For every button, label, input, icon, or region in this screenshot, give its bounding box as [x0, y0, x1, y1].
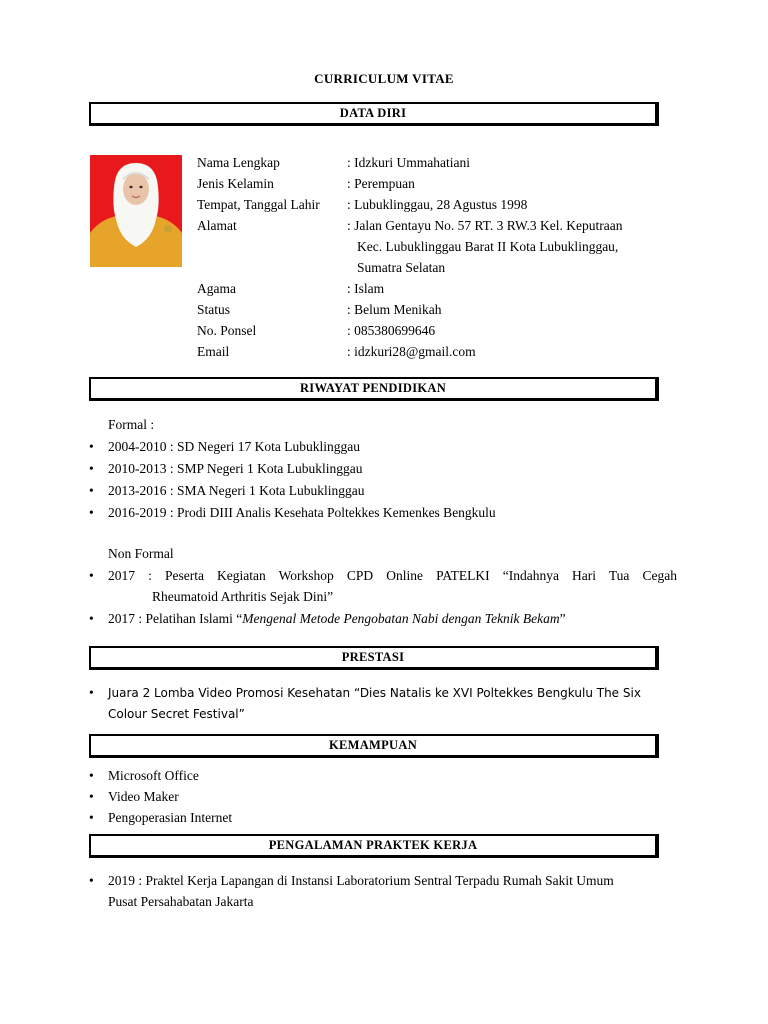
label-jenis-kelamin: Jenis Kelamin: [197, 176, 274, 191]
label-ttl: Tempat, Tanggal Lahir: [197, 197, 320, 212]
value-alamat-line3: Sumatra Selatan: [357, 260, 446, 275]
bullet-icon: •: [89, 768, 94, 783]
nonformal-label: Non Formal: [108, 546, 174, 561]
bullet-icon: •: [89, 873, 94, 888]
formal-label: Formal :: [108, 417, 155, 432]
page-title: CURRICULUM VITAE: [314, 71, 454, 86]
education-formal-item: 2016-2019 : Prodi DIII Analis Kesehata Poltekkes Kemenkes Bengkulu: [108, 505, 496, 520]
skill-item: Pengoperasian Internet: [108, 810, 233, 825]
value-status: : Belum Menikah: [347, 302, 442, 317]
bullet-icon: •: [89, 461, 94, 476]
value-nama: : Idzkuri Ummahatiani: [347, 155, 470, 170]
bullet-icon: •: [89, 483, 94, 498]
bullet-icon: •: [89, 789, 94, 804]
bullet-icon: •: [89, 810, 94, 825]
section-header-prestasi: PRESTASI: [89, 646, 659, 670]
value-ponsel: : 085380699646: [347, 323, 436, 338]
profile-photo: [90, 155, 182, 267]
education-nonformal-item: 2017 : Peserta Kegiatan Workshop CPD Online PATELKI “Indahnya Hari Tua Cegah: [108, 568, 677, 583]
section-header-data-diri: DATA DIRI: [89, 102, 659, 126]
education-formal-item: 2013-2016 : SMA Negeri 1 Kota Lubuklinggau: [108, 483, 365, 498]
nonformal-2-italic: Mengenal Metode Pengobatan Nabi dengan Teknik Bekam: [242, 611, 560, 626]
section-header-pengalaman: PENGALAMAN PRAKTEK KERJA: [89, 834, 659, 858]
education-formal-item: 2010-2013 : SMP Negeri 1 Kota Lubuklinggau: [108, 461, 363, 476]
achievement-item: Juara 2 Lomba Video Promosi Kesehatan “Dies Natalis ke XVI Poltekkes Bengkulu The Six: [108, 686, 641, 700]
education-nonformal-item: [108, 610, 566, 628]
value-alamat-line2: Kec. Lubuklinggau Barat II Kota Lubuklinggau,: [357, 239, 619, 254]
label-agama: Agama: [197, 281, 236, 296]
skill-item: Microsoft Office: [108, 768, 199, 783]
label-nama: Nama Lengkap: [197, 155, 280, 170]
bullet-icon: •: [89, 611, 94, 626]
education-formal-item: 2004-2010 : SD Negeri 17 Kota Lubuklinggau: [108, 439, 360, 454]
experience-item: 2019 : Praktel Kerja Lapangan di Instansi Laboratorium Sentral Terpadu Rumah Sakit Umum: [108, 873, 614, 888]
bullet-icon: •: [89, 505, 94, 520]
nonformal-2-prefix: 2017 : Pelatihan Islami “: [108, 611, 243, 626]
section-header-pendidikan: RIWAYAT PENDIDIKAN: [89, 377, 659, 401]
bullet-icon: •: [89, 685, 94, 700]
value-agama: : Islam: [347, 281, 385, 296]
section-header-kemampuan: KEMAMPUAN: [89, 734, 659, 758]
skill-item: Video Maker: [108, 789, 179, 804]
nonformal-2-suffix: ”: [559, 611, 566, 626]
bullet-icon: •: [89, 568, 94, 583]
bullet-icon: •: [89, 439, 94, 454]
label-ponsel: No. Ponsel: [197, 323, 257, 338]
label-status: Status: [197, 302, 231, 317]
value-jenis-kelamin: : Perempuan: [347, 176, 415, 191]
value-ttl: : Lubuklinggau, 28 Agustus 1998: [347, 197, 528, 212]
achievement-item-cont: Colour Secret Festival”: [108, 707, 245, 721]
experience-item-cont: Pusat Persahabatan Jakarta: [108, 894, 254, 909]
label-alamat: Alamat: [197, 218, 237, 233]
label-email: Email: [197, 344, 230, 359]
value-alamat: : Jalan Gentayu No. 57 RT. 3 RW.3 Kel. Keputraan: [347, 218, 623, 233]
profile-photo-image: [90, 155, 182, 267]
education-nonformal-item-cont: Rheumatoid Arthritis Sejak Dini”: [152, 589, 334, 604]
value-email: : idzkuri28@gmail.com: [347, 344, 476, 359]
